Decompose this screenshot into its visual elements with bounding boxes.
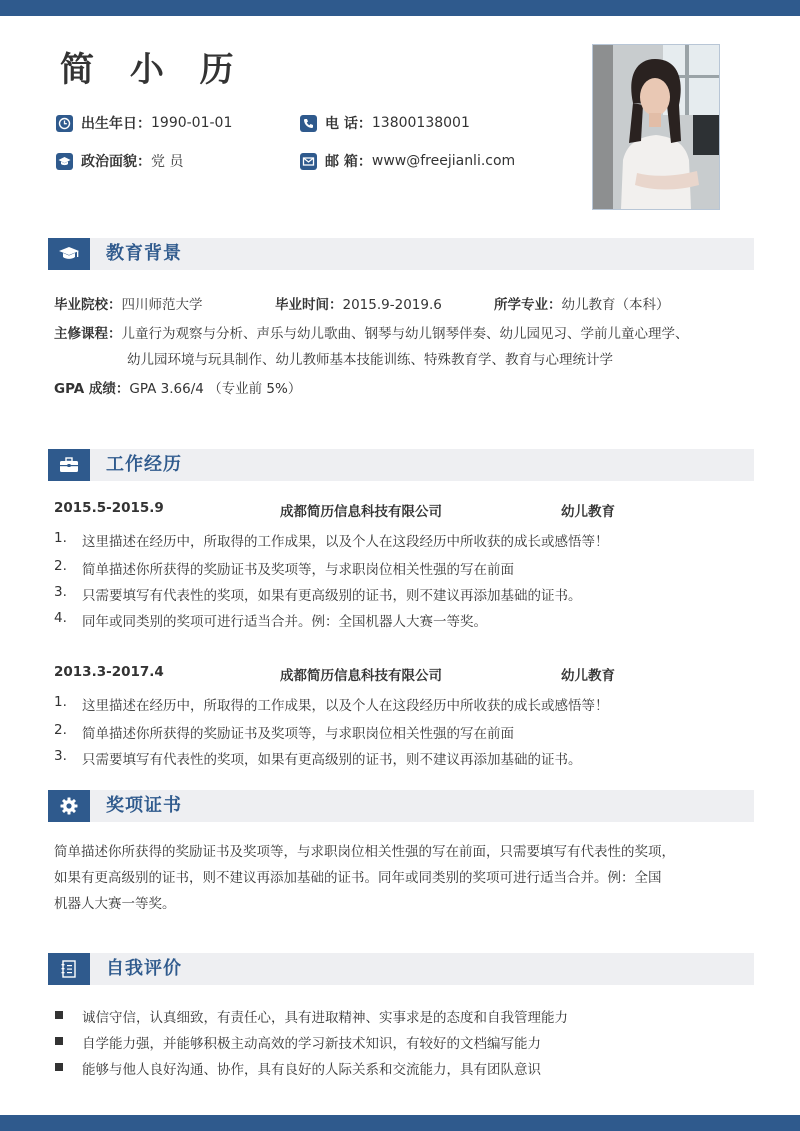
job-item-text: 只需要填写有代表性的奖项，如果有更高级别的证书，则不建议再添加基础的证书。 (82, 588, 582, 604)
profile-photo (592, 44, 720, 210)
edu-time (275, 293, 442, 313)
job-period: 2013.3-2017.4 (54, 664, 164, 680)
job-item-text: 简单描述你所获得的奖励证书及奖项等，与求职岗位相关性强的写在前面 (82, 562, 514, 578)
edu-gpa (54, 377, 301, 397)
awards-line: 简单描述你所获得的奖励证书及奖项等，与求职岗位相关性强的写在前面，只需要填写有代表性的奖项， (54, 844, 675, 860)
self-item: 能够与他人良好沟通、协作，具有良好的人际关系和交流能力，具有团队意识 (82, 1062, 541, 1078)
education-title: 教育背景 (106, 243, 182, 264)
edu-gpa-value: GPA 3.66/4 （专业前 5%） (129, 381, 302, 397)
politics-label: 政治面貌： (81, 154, 151, 170)
self-item: 诚信守信，认真细致，有责任心，具有进取精神、实事求是的态度和自我管理能力 (82, 1010, 568, 1026)
job-item-number: 3. (54, 584, 67, 600)
job-item-number: 2. (54, 722, 67, 738)
job-item-number: 1. (54, 694, 67, 710)
edu-time-label: 毕业时间： (275, 297, 343, 313)
phone-icon (300, 115, 317, 132)
job-role: 幼儿教育 (561, 504, 615, 520)
politics-value: 党 员 (151, 154, 184, 170)
job-item-text: 同年或同类别的奖项可进行适当合并。例：全国机器人大赛一等奖。 (82, 614, 487, 630)
email-value: www@freejianli.com (371, 153, 516, 169)
phone-label: 电 话： (325, 116, 372, 132)
phone-value: 13800138001 (371, 115, 470, 131)
awards-section-icon (48, 790, 90, 822)
self-section-icon (48, 953, 90, 985)
job-item-text: 只需要填写有代表性的奖项，如果有更高级别的证书，则不建议再添加基础的证书。 (82, 752, 582, 768)
job-item-number: 1. (54, 530, 67, 546)
graduation-cap-icon (56, 153, 73, 170)
edu-courses (54, 322, 689, 342)
job-item-text: 这里描述在经历中，所取得的工作成果，以及个人在这段经历中所收获的成长或感悟等！ (82, 534, 609, 550)
edu-gpa-label: GPA 成绩： (54, 381, 130, 397)
work-title: 工作经历 (106, 454, 182, 475)
edu-major-value: 幼儿教育（本科） (561, 297, 670, 313)
self-item: 自学能力强，并能够积极主动高效的学习新技术知识，有较好的文档编写能力 (82, 1036, 541, 1052)
edu-courses-line2: 幼儿园环境与玩具制作、幼儿教师基本技能训练、特殊教育学、教育与心理统计学 (127, 352, 613, 368)
section-work-header (48, 449, 754, 481)
awards-line: 机器人大赛一等奖。 (54, 896, 176, 912)
job-period: 2015.5-2015.9 (54, 500, 164, 516)
edu-major-label: 所学专业： (494, 297, 562, 313)
birth-label: 出生年日： (81, 116, 151, 132)
edu-courses-line1: 儿童行为观察与分析、声乐与幼儿歌曲、钢琴与幼儿钢琴伴奏、幼儿园见习、学前儿童心理学、 (121, 326, 689, 342)
awards-title: 奖项证书 (106, 795, 182, 816)
section-self-header (48, 953, 754, 985)
job-company: 成都简历信息科技有限公司 (280, 504, 442, 520)
awards-line: 如果有更高级别的证书，则不建议再添加基础的证书。同年或同类别的奖项可进行适当合并。例：全国 (54, 870, 662, 886)
info-politics (56, 151, 183, 171)
edu-courses-label: 主修课程： (54, 326, 122, 342)
edu-time-value: 2015.9-2019.6 (342, 297, 442, 313)
edu-school-label: 毕业院校： (54, 297, 122, 313)
self-title: 自我评价 (106, 958, 182, 979)
bullet-square (55, 1037, 63, 1045)
edu-school-value: 四川师范大学 (121, 297, 203, 313)
job-item-text: 这里描述在经历中，所取得的工作成果，以及个人在这段经历中所收获的成长或感悟等！ (82, 698, 609, 714)
edu-school (54, 293, 203, 313)
job-role: 幼儿教育 (561, 668, 615, 684)
job-item-number: 2. (54, 558, 67, 574)
info-birth (56, 113, 232, 133)
edu-major (494, 293, 670, 313)
education-section-icon (48, 238, 90, 270)
job-item-text: 简单描述你所获得的奖励证书及奖项等，与求职岗位相关性强的写在前面 (82, 726, 514, 742)
awards-text (54, 839, 744, 917)
birth-value: 1990-01-01 (151, 115, 233, 131)
job-item-number: 4. (54, 610, 67, 626)
info-email (300, 151, 515, 171)
section-education-header (48, 238, 754, 270)
top-accent-bar (0, 0, 800, 16)
clock-icon (56, 115, 73, 132)
info-phone (300, 113, 470, 133)
bullet-square (55, 1063, 63, 1071)
email-label: 邮 箱： (325, 154, 372, 170)
mail-icon (300, 153, 317, 170)
job-item-number: 3. (54, 748, 67, 764)
section-awards-header (48, 790, 754, 822)
bullet-square (55, 1011, 63, 1019)
job-company: 成都简历信息科技有限公司 (280, 668, 442, 684)
bottom-accent-bar (0, 1115, 800, 1131)
resume-name: 简 小 历 (60, 50, 246, 90)
work-section-icon (48, 449, 90, 481)
